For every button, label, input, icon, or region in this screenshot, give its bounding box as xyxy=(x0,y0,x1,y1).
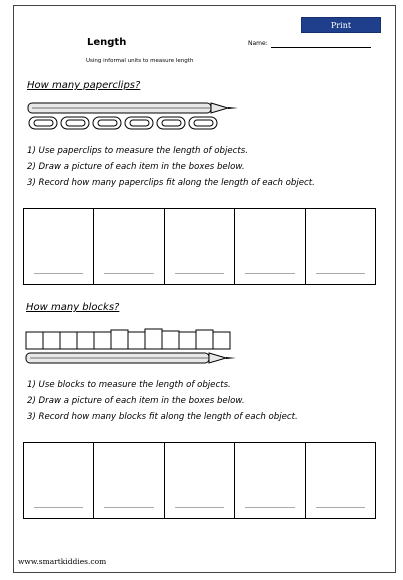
block-row xyxy=(26,329,230,349)
instruction-line: 3) Record how many blocks fit along the length of each object. xyxy=(27,412,298,422)
answer-boxes-paperclips xyxy=(23,208,376,285)
drawing-box[interactable] xyxy=(235,209,305,284)
instruction-line: 2) Draw a picture of each item in the boxes below. xyxy=(27,162,245,172)
drawing-box[interactable] xyxy=(306,209,375,284)
pencil-icon xyxy=(28,103,238,113)
answer-line[interactable] xyxy=(104,273,153,274)
drawing-box[interactable] xyxy=(94,209,164,284)
answer-line[interactable] xyxy=(34,507,83,508)
instructions-paperclips xyxy=(27,143,315,191)
name-field[interactable] xyxy=(271,47,371,48)
answer-boxes-blocks xyxy=(23,442,376,519)
name-label: Name: xyxy=(248,40,268,47)
answer-line[interactable] xyxy=(316,507,365,508)
page-title: Length xyxy=(87,37,127,48)
drawing-box[interactable] xyxy=(94,443,164,518)
answer-line[interactable] xyxy=(245,507,294,508)
blocks-illustration xyxy=(0,0,1,1)
drawing-box[interactable] xyxy=(165,209,235,284)
drawing-box[interactable] xyxy=(24,209,94,284)
section-heading-paperclips: How many paperclips? xyxy=(27,80,141,91)
section-heading-blocks: How many blocks? xyxy=(26,302,120,313)
footer-site-link[interactable]: www.smartkiddies.com xyxy=(18,557,107,566)
answer-line[interactable] xyxy=(104,507,153,508)
page-subtitle: Using informal units to measure length xyxy=(86,58,194,64)
print-button[interactable]: Print xyxy=(301,17,381,33)
pencil-icon xyxy=(26,353,236,363)
answer-line[interactable] xyxy=(34,273,83,274)
answer-line[interactable] xyxy=(175,507,224,508)
instruction-line: 1) Use paperclips to measure the length of objects. xyxy=(27,146,248,156)
drawing-box[interactable] xyxy=(306,443,375,518)
answer-line[interactable] xyxy=(316,273,365,274)
drawing-box[interactable] xyxy=(235,443,305,518)
answer-line[interactable] xyxy=(245,273,294,274)
instruction-line: 1) Use blocks to measure the length of objects. xyxy=(27,380,231,390)
instruction-line: 2) Draw a picture of each item in the boxes below. xyxy=(27,396,245,406)
drawing-box[interactable] xyxy=(165,443,235,518)
instructions-blocks xyxy=(27,377,298,425)
answer-line[interactable] xyxy=(175,273,224,274)
drawing-box[interactable] xyxy=(24,443,94,518)
instruction-line: 3) Record how many paperclips fit along the length of each object. xyxy=(27,178,315,188)
